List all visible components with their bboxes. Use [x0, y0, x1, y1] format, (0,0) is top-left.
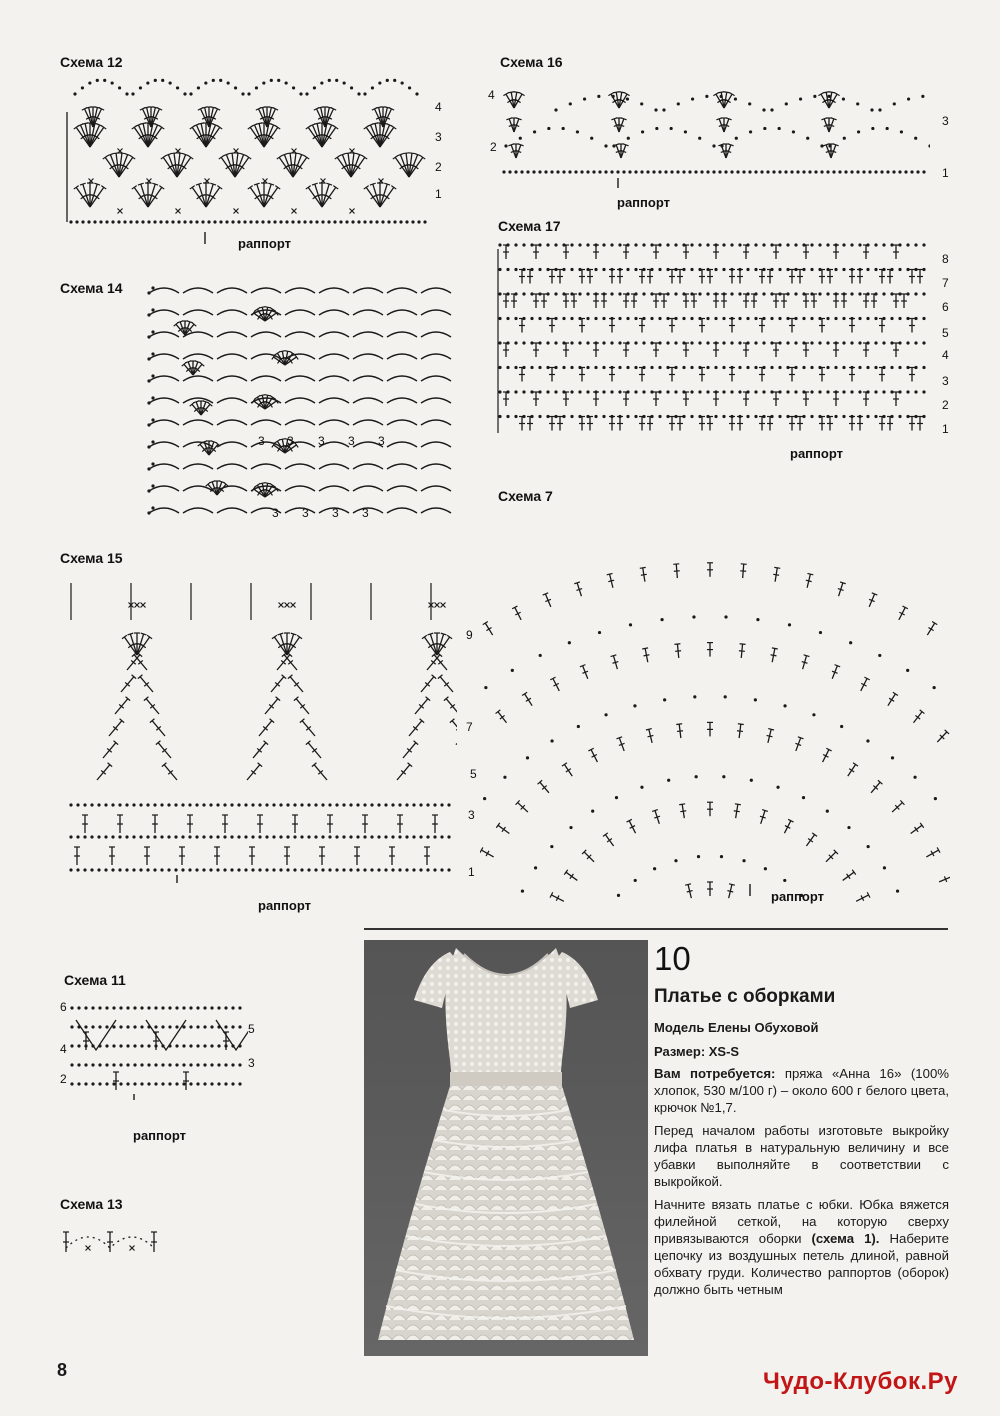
- scheme-17-row-8: 8: [942, 252, 949, 266]
- scheme-7-diagram: [480, 492, 950, 912]
- scheme-11-diagram: [68, 1000, 248, 1100]
- scheme-11-title: Схема 11: [64, 972, 126, 988]
- scheme-13-diagram: [62, 1222, 172, 1262]
- scheme-14-mark: 3: [302, 506, 309, 520]
- scheme-11-row-3: 3: [248, 1056, 255, 1070]
- scheme-17-title: Схема 17: [498, 218, 561, 234]
- article-paragraph-2: [654, 1196, 949, 1298]
- scheme-14-mark: 3: [378, 434, 385, 448]
- scheme-16-rapport-label: раппорт: [617, 195, 670, 210]
- scheme-14-mark: 3: [287, 434, 294, 448]
- scheme-17-rapport-label: раппорт: [790, 446, 843, 461]
- scheme-17-row-2: 2: [942, 398, 949, 412]
- scheme-14-mark: 3: [258, 434, 265, 448]
- scheme-14-mark: 3: [318, 434, 325, 448]
- article-size: Размер: XS-S: [654, 1044, 740, 1059]
- scheme-11-row-4: 4: [60, 1042, 67, 1056]
- scheme-12-rapport-label: раппорт: [238, 236, 291, 251]
- site-watermark: Чудо-Клубок.Ру: [763, 1368, 958, 1395]
- article-needs-text: пряжа «Анна 16» (100% хлопок, 530 м/100 г) – около 600 г белого цвета, крючок №1,7.: [654, 1066, 950, 1115]
- scheme-17-row-4: 4: [942, 348, 949, 362]
- scheme-12-title: Схема 12: [60, 54, 123, 70]
- article-number: 10: [654, 940, 691, 977]
- scheme-15-row-5: 5: [470, 767, 477, 781]
- article-paragraph-1: Перед началом работы изготовьте выкройку лифа платья в натуральную величину и все убавки выполняйте в соответствии с выкройкой.: [654, 1123, 949, 1189]
- scheme-16-row-2: 2: [490, 140, 497, 154]
- scheme-16-row-3: 3: [942, 114, 949, 128]
- page-number: 8: [57, 1360, 68, 1380]
- scheme-17-row-5: 5: [942, 326, 949, 340]
- scheme-11-row-5: 5: [248, 1022, 255, 1036]
- article-needs: [654, 1065, 949, 1116]
- article-title: Платье с оборками: [654, 986, 836, 1007]
- dress-illustration: [364, 940, 648, 1356]
- scheme-15-diagram: [65, 575, 457, 885]
- scheme-13-title: Схема 13: [60, 1196, 123, 1212]
- scheme-12-row-4: 4: [435, 100, 442, 114]
- scheme-14-mark: 3: [332, 506, 339, 520]
- scheme-11-rapport-label: раппорт: [133, 1128, 186, 1143]
- scheme-17-row-3: 3: [942, 374, 949, 388]
- article-p2-end: Наберите цепочку из воздушных петель длиной, равной обхвату груди. Количество раппортов (оборок) должно быть четным: [654, 1231, 949, 1297]
- scheme-16-row-4: 4: [488, 88, 495, 102]
- scheme-17-row-1: 1: [942, 422, 949, 436]
- article-body: [654, 1065, 949, 1304]
- scheme-14-mark: 3: [348, 434, 355, 448]
- article-top-rule: [364, 928, 948, 930]
- article-p2-start: Начните вязать платье с юбки. Юбка вяжется филейной сеткой, на которую сверху привязываются оборки: [654, 1197, 949, 1246]
- scheme-12-row-3: 3: [435, 130, 442, 144]
- scheme-17-row-7: 7: [942, 276, 949, 290]
- scheme-16-diagram: [500, 80, 930, 190]
- scheme-15-row-7: 7: [466, 720, 473, 734]
- scheme-12-row-2: 2: [435, 160, 442, 174]
- scheme-7-title: Схема 7: [498, 488, 553, 504]
- dress-photo: [364, 940, 648, 1356]
- scheme-16-row-1: 1: [942, 166, 949, 180]
- scheme-11-row-2: 2: [60, 1072, 67, 1086]
- scheme-14-mark: 3: [362, 506, 369, 520]
- scheme-14-mark: 3: [272, 506, 279, 520]
- scheme-14-diagram: [145, 275, 465, 530]
- scheme-17-diagram: [496, 243, 934, 438]
- scheme-17-row-6: 6: [942, 300, 949, 314]
- scheme-15-row-9: 9: [466, 628, 473, 642]
- scheme-12-diagram: [65, 72, 435, 247]
- scheme-12-row-1: 1: [435, 187, 442, 201]
- scheme-16-title: Схема 16: [500, 54, 563, 70]
- scheme-15-title: Схема 15: [60, 550, 123, 566]
- scheme-7-rapport-label: раппорт: [771, 889, 824, 904]
- article-p2-scheme-ref: (схема 1).: [811, 1231, 880, 1246]
- scheme-14-title: Схема 14: [60, 280, 123, 296]
- article-needs-label: Вам потребуется:: [654, 1066, 776, 1081]
- scheme-15-row-1: 1: [468, 865, 475, 879]
- scheme-15-rapport-label: раппорт: [258, 898, 311, 913]
- scheme-15-row-3: 3: [468, 808, 475, 822]
- article-model: Модель Елены Обуховой: [654, 1020, 819, 1035]
- scheme-11-row-6: 6: [60, 1000, 67, 1014]
